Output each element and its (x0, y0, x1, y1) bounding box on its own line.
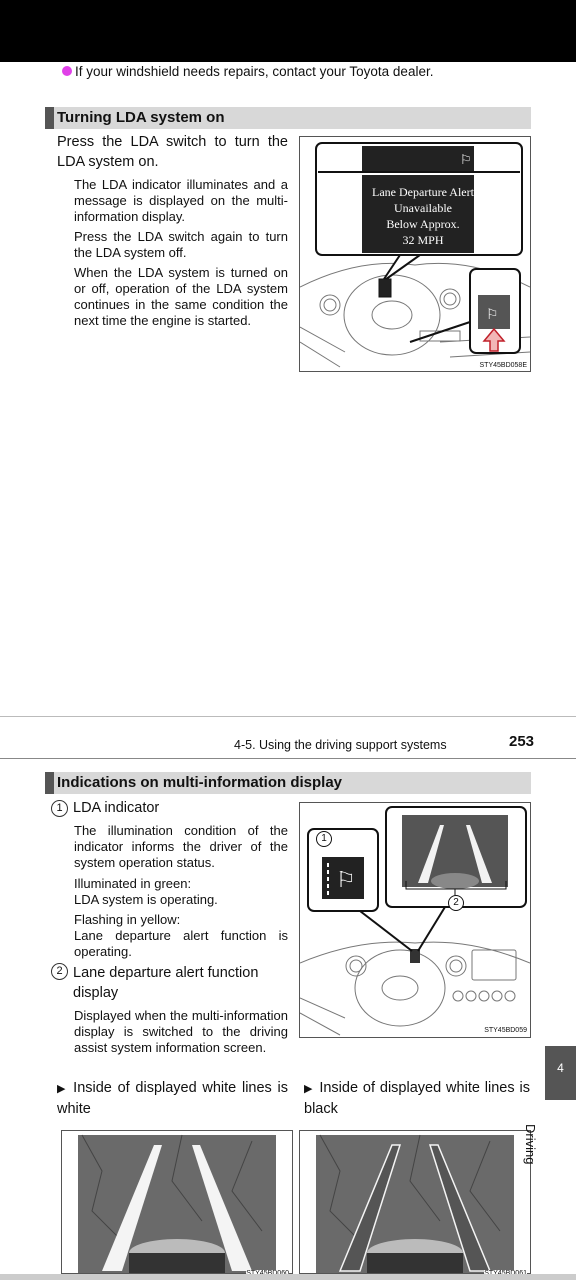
paragraph: Press the LDA switch again to turn the LDA system off. (74, 229, 288, 260)
chapter-tab-label: Driving (523, 1124, 538, 1165)
paragraph: When the LDA system is turned on or off, operation of the LDA system continues in the same condition the next time the engine is started. (74, 265, 288, 328)
status-bar (0, 0, 576, 62)
camera-view-white (62, 1131, 292, 1273)
paragraph: The LDA indicator illuminates and a message is displayed on the multi-information display. (74, 177, 288, 224)
item-lda-indicator: 1 LDA indicator (51, 798, 159, 818)
triangle-bullet-icon: ▶ (57, 1083, 68, 1095)
section-heading-turning-on: Turning LDA system on (45, 107, 531, 129)
chapter-tab: 4 (545, 1046, 576, 1100)
dashboard-illustration (300, 803, 530, 1037)
lda-message: Lane Departure Alert Unavailable Below Approx. 32 MPH (372, 185, 474, 247)
yellow-label: Flashing in yellow: (74, 912, 181, 927)
option-black-inside: ▶ Inside of displayed white lines is black (304, 1080, 530, 1117)
footer-chapter-title: 4-5. Using the driving support systems (234, 738, 447, 752)
page-divider (0, 758, 576, 759)
figure-code: STY45BD058E (479, 362, 527, 369)
figure-white-lines (61, 1130, 293, 1274)
item-lane-departure-display: 2 Lane departure alert function display (51, 963, 288, 1003)
callout-2: 2 (448, 895, 464, 911)
page-divider (0, 716, 576, 717)
paragraph: The illumination condition of the indicator informs the driver of the system operation status. (74, 823, 288, 870)
bottom-edge (0, 1274, 576, 1280)
page-number: 253 (509, 733, 535, 750)
yellow-text: Lane departure alert function is operating. (74, 928, 288, 959)
intro-text: Press the LDA switch to turn the LDA system on. (57, 134, 288, 170)
callout-1: 1 (316, 831, 332, 847)
svg-text:⚐: ⚐ (486, 307, 499, 323)
lda-indicator-icon: ⚐ (336, 868, 356, 893)
lda-indicator-icon: ⚐ (460, 153, 472, 168)
figure-code: STY45BD059 (484, 1027, 527, 1034)
bullet-icon (62, 66, 72, 76)
figure-lda-switch (299, 136, 531, 372)
windshield-note: If your windshield needs repairs, contact your Toyota dealer. (62, 64, 433, 79)
option-white-inside: ▶ Inside of displayed white lines is white (57, 1080, 288, 1117)
figure-black-lines (299, 1130, 531, 1274)
paragraph: Displayed when the multi-information display is switched to the driving assist system information screen. (74, 1008, 288, 1055)
figure-mid-display (299, 802, 531, 1038)
green-text: LDA system is operating. (74, 892, 218, 907)
triangle-bullet-icon: ▶ (304, 1083, 314, 1095)
camera-view-black (300, 1131, 530, 1273)
green-label: Illuminated in green: (74, 876, 192, 891)
section-heading-indications: Indications on multi-information display (45, 772, 531, 794)
dashboard-illustration (300, 137, 530, 371)
